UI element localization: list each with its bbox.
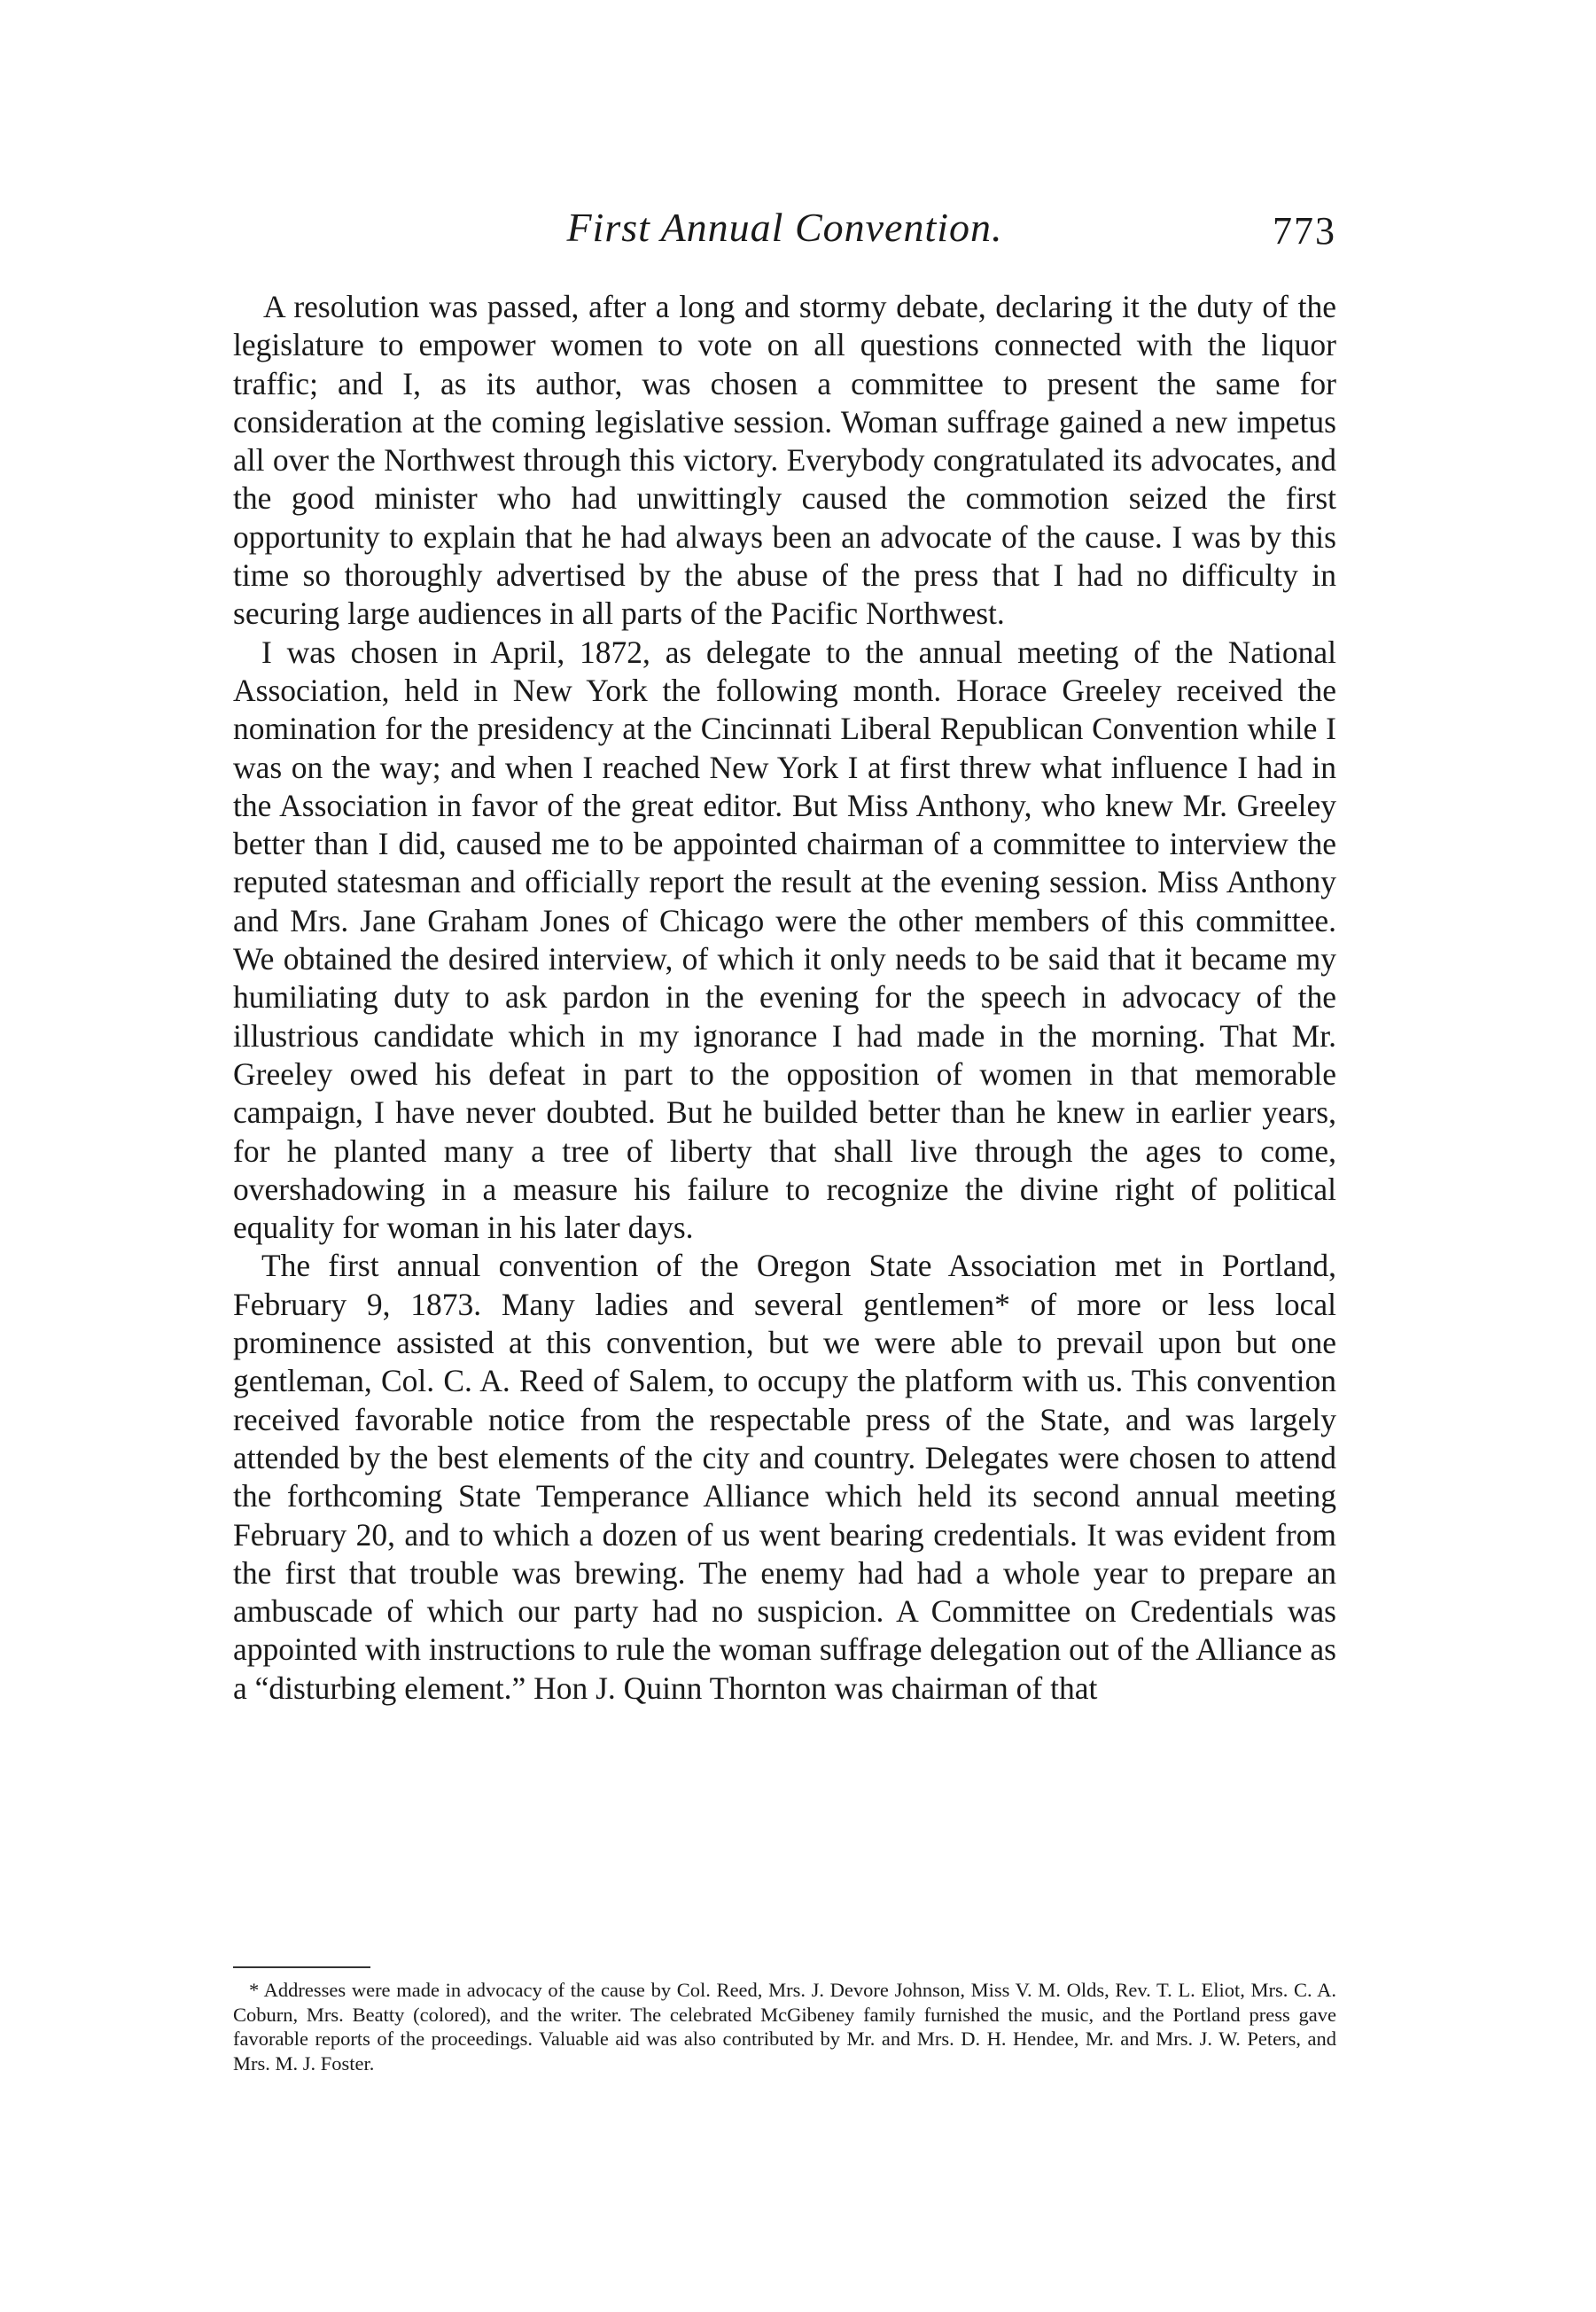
paragraph: The first annual convention of the Oregon State Association met in Portland, February 9, 1873. Many ladies and several gentlemen* of more or less local prominence assisted at this convention, but we were able to prevail upon but one gentleman, Col. C. A. Reed of Salem, to occupy the platform with us. This convention received favorable notice from the respectable press of the State, and was largely attended by the best elements of the city and country. Delegates were chosen to attend the forthcoming State Temperance Alliance which held its second annual meeting February 20, and to which a dozen of us went bearing credentials. It was evident from the first that trouble was brewing. The enemy had had a whole year to prepare an ambuscade of which our party had no suspicion. A Committee on Credentials was appointed with instructions to rule the woman suffrage delegation out of the Alliance as a “disturbing element.” Hon J. Quinn Thornton was chairman of that (233, 1248, 1336, 1706)
body-text (233, 288, 1336, 1708)
page-header (233, 197, 1336, 259)
paragraph: I was chosen in April, 1872, as delegate to the annual meeting of the National Association, held in New York the following month. Horace Greeley received the nomination for the presidency at the Cincinnati Liberal Republican Convention while I was on the way; and when I reached New York I at first threw what influence I had in the Association in favor of the great editor. But Miss Anthony, who knew Mr. Greeley better than I did, caused me to be appointed chairman of a committee to interview the reputed statesman and officially report the result at the evening session. Miss Anthony and Mrs. Jane Graham Jones of Chicago were the other members of this committee. We obtained the desired interview, of which it only needs to be said that it became my humiliating duty to ask pardon in the evening for the speech in advocacy of the illustrious candidate which in my ignorance I had made in the morning. That Mr. Greeley owed his defeat in part to the opposition of women in that memorable campaign, I have never doubted. But he builded better than he knew in earlier years, for he planted many a tree of liberty that shall live through the ages to come, overshadowing in a measure his failure to recognize the divine right of political equality for woman in his later days. (233, 634, 1336, 1246)
paragraph: A resolution was passed, after a long and stormy debate, declaring it the duty of the legislature to empower women to vote on all questions connected with the liquor traffic; and I, as its author, was chosen a committee to present the same for consideration at the coming legislative session. Woman suffrage gained a new impetus all over the Northwest through this victory. Everybody congratulated its advocates, and the good minister who had unwittingly caused the commotion seized the first opportunity to explain that he had always been an advocate of the cause. I was by this time so thoroughly advertised by the abuse of the press that I had no difficulty in securing large audiences in all parts of the Pacific Northwest. (233, 289, 1336, 632)
page-number: 773 (1273, 209, 1336, 253)
footnote-divider (233, 1966, 370, 1968)
running-title: First Annual Convention. (566, 205, 1003, 250)
footnote: * Addresses were made in advocacy of the cause by Col. Reed, Mrs. J. Devore Johnson, Miss V. M. Olds, Rev. T. L. Eliot, Mrs. C. A. Coburn, Mrs. Beatty (colored), and the writer. The celebrated McGibeney family furnished the music, and the Portland press gave favorable reports of the proceedings. Valuable aid was also contributed by Mr. and Mrs. D. H. Hendee, Mr. and Mrs. J. W. Peters, and Mrs. M. J. Foster. (233, 1979, 1336, 2075)
